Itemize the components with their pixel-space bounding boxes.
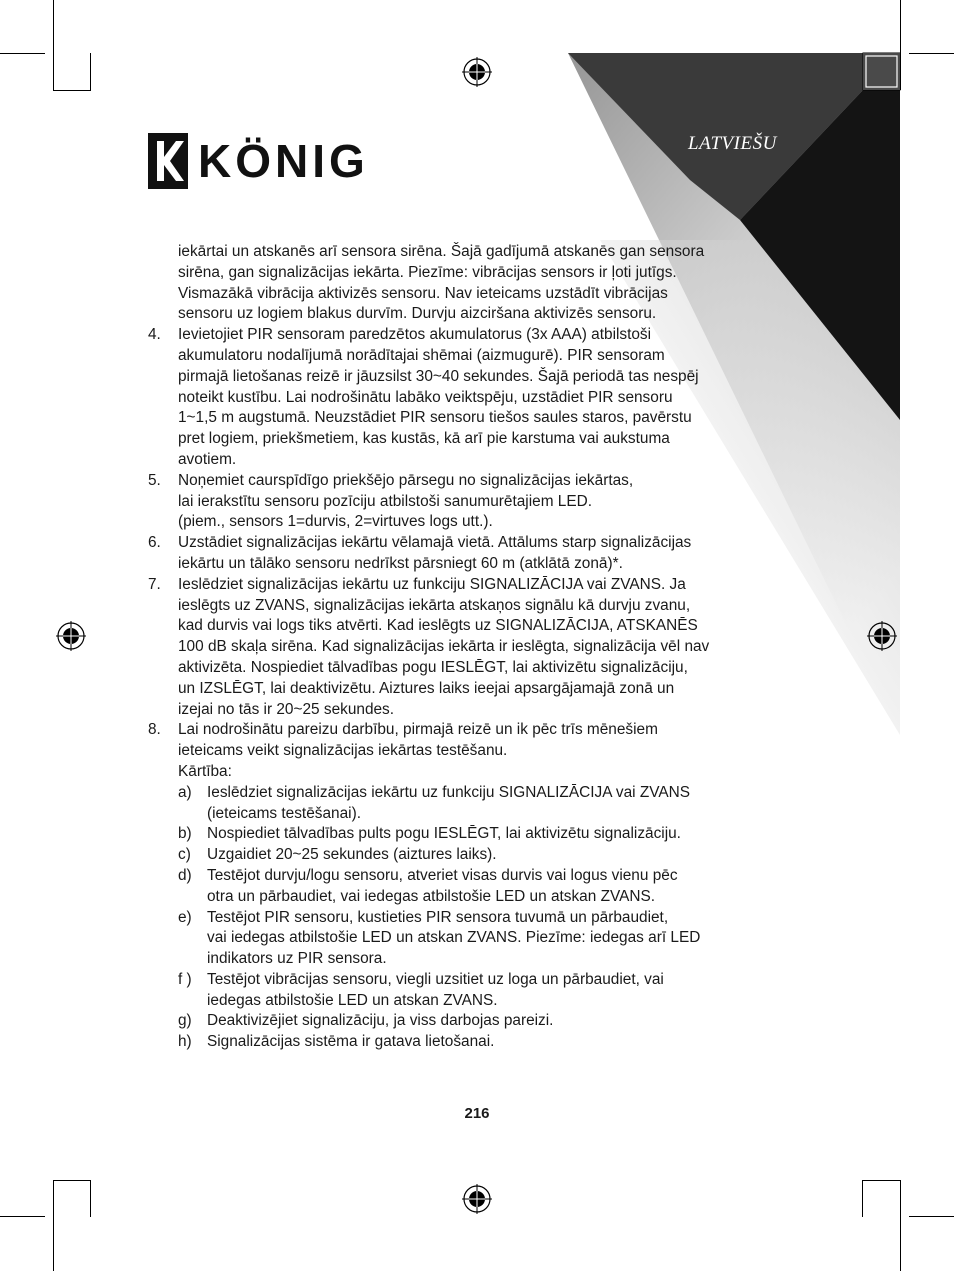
list-item-text — [178, 325, 753, 471]
text-line: iekārtai un atskanēs arī sensora sirēna. Šajā gadījumā atskanēs gan sensora — [178, 243, 705, 260]
text-line: un IZSLĒGT, lai deaktivizētu. Aiztures laiks ieejai apsargājamajā zonā un — [178, 679, 675, 697]
text-line: avotiem. — [178, 450, 237, 468]
sub-list-letter: c) — [178, 846, 191, 864]
list-item-text — [178, 533, 753, 575]
text-line: kad durvis vai logs tiks atvērti. Kad ieslēgts uz SIGNALIZĀCIJA, ATSKANĒS — [178, 617, 698, 635]
text-line: otra un pārbaudiet, vai iedegas atbilstošie LED un atskan ZVANS. — [207, 887, 656, 905]
text-line: sirēna, gan signalizācijas iekārta. Piezīme: vibrācijas sensors ir ļoti jutīgs. — [178, 263, 677, 281]
sub-list-letter: h) — [178, 1033, 192, 1051]
sub-list-item-text — [207, 845, 747, 866]
language-label: LATVIEŠU — [688, 133, 777, 154]
sub-list-item-text — [207, 866, 747, 908]
sub-list-item — [0, 845, 954, 866]
sub-list-item — [0, 970, 954, 1012]
sub-list-letter: f ) — [178, 970, 192, 988]
text-line: Uzgaidiet 20~25 sekundes (aiztures laiks). — [207, 846, 497, 864]
text-line: Ievietojiet PIR sensoram paredzētos akumulatorus (3x AAA) atbilstoši — [178, 326, 652, 344]
sub-list-letter: b) — [178, 825, 192, 843]
document-body — [0, 242, 954, 1053]
registration-mark-icon — [462, 57, 492, 87]
text-line: pret logiem, priekšmetiem, kas kustās, kā arī pie karstuma vai aukstuma — [178, 430, 670, 448]
text-line: Testējot durvju/logu sensoru, atveriet visas durvis vai logus vienu pēc — [207, 866, 678, 884]
brand-name: KÖNIG — [198, 135, 369, 187]
paragraph-text — [178, 242, 753, 325]
text-line: pirmajā lietošanas reizē ir jāuzsilst 30~40 sekundes. Šajā periodā tas nespēj — [178, 367, 699, 385]
list-number: 4. — [148, 326, 161, 344]
text-line: lai ierakstītu sensoru pozīciju atbilstoši sanumurētajiem LED. — [178, 492, 593, 510]
text-line: indikators uz PIR sensora. — [207, 950, 387, 968]
text-line: akumulatoru nodalījumā norādītajai shēmai (aizmugurē). PIR sensoram — [178, 346, 665, 364]
sub-list-item-text — [207, 1032, 747, 1053]
text-line: 1~1,5 m augstumā. Neuzstādiet PIR sensoru tiešos saules staros, pavērstu — [178, 409, 692, 427]
page-number: 216 — [464, 1105, 490, 1122]
text-line: aktivizēta. Nospiediet tālvadības pogu IESLĒGT, lai aktivizētu signalizāciju, — [178, 658, 688, 676]
list-number: 6. — [148, 534, 161, 552]
list-item — [0, 325, 954, 471]
text-line: (ieteicams testēšanai). — [207, 804, 361, 822]
text-line: iedegas atbilstošie LED un atskan ZVANS. — [207, 991, 498, 1009]
sub-list-item — [0, 824, 954, 845]
text-line: Deaktivizējiet signalizāciju, ja viss darbojas pareizi. — [207, 1012, 554, 1030]
list-number: 5. — [148, 471, 161, 489]
text-line: (piem., sensors 1=durvis, 2=virtuves logs utt.). — [178, 513, 493, 531]
sub-list-item — [0, 866, 954, 908]
text-line: Signalizācijas sistēma ir gatava lietošanai. — [207, 1033, 495, 1051]
text-line: Lai nodrošinātu pareizu darbību, pirmajā reizē un ik pēc trīs mēnešiem — [178, 721, 658, 739]
list-item-text — [178, 471, 753, 533]
text-line: Nospiediet tālvadības pults pogu IESLĒGT, lai aktivizētu signalizāciju. — [207, 825, 681, 843]
sub-list-letter: g) — [178, 1012, 192, 1030]
text-line: 100 dB skaļa sirēna. Kad signalizācijas iekārta ir ieslēgta, signalizācija vēl nav — [178, 638, 710, 656]
text-line: vai iedegas atbilstošie LED un atskan ZVANS. Piezīme: iedegas arī LED — [207, 929, 701, 947]
registration-mark-icon — [462, 1184, 492, 1214]
sub-list-item-text — [207, 908, 747, 970]
text-line: Vismazākā vibrācija aktivizēs sensoru. Nav ieteicams uzstādīt vibrācijas — [178, 284, 668, 302]
sub-list-item-text — [207, 1011, 747, 1032]
sub-list-item — [0, 1011, 954, 1032]
list-number: 7. — [148, 575, 161, 593]
text-line: izejai no tās ir 20~25 sekundes. — [178, 700, 395, 718]
text-line: Testējot PIR sensoru, kustieties PIR sensora tuvumā un pārbaudiet, — [207, 908, 669, 926]
intro-paragraph — [0, 242, 954, 325]
text-line: Kārtība: — [178, 762, 232, 780]
text-line: iekārtu un tālāko sensoru nedrīkst pārsniegt 60 m (atklātā zonā)*. — [178, 554, 623, 572]
text-line: Uzstādiet signalizācijas iekārtu vēlamajā vietā. Attālums starp signalizācijas — [178, 534, 692, 552]
sub-list-letter: a) — [178, 783, 192, 801]
text-line: Testējot vibrācijas sensoru, viegli uzsitiet uz loga un pārbaudiet, vai — [207, 970, 664, 988]
text-line: sensoru uz logiem blakus durvīm. Durvju aizciršana aktivizēs sensoru. — [178, 305, 657, 323]
sub-list-item-text — [207, 970, 747, 1012]
sub-list-letter: d) — [178, 866, 192, 884]
list-item — [0, 533, 954, 575]
text-line: ieteicams veikt signalizācijas iekārtas testēšanu. — [178, 742, 508, 760]
konig-k-logo-icon — [148, 133, 188, 189]
list-number: 8. — [148, 721, 161, 739]
list-item-text — [178, 720, 753, 782]
list-item-text — [178, 575, 753, 721]
text-line: Noņemiet caurspīdīgo priekšējo pārsegu no signalizācijas iekārtas, — [178, 471, 634, 489]
text-line: noteikt kustību. Lai nodrošinātu labāko veiktspēju, uzstādiet PIR sensoru — [178, 388, 673, 406]
text-line: Ieslēdziet signalizācijas iekārtu uz funkciju SIGNALIZĀCIJA vai ZVANS — [207, 783, 691, 801]
list-item — [0, 575, 954, 721]
sub-list-item-text — [207, 783, 747, 825]
list-item — [0, 471, 954, 533]
sub-list-item-text — [207, 824, 747, 845]
sub-list-item — [0, 783, 954, 825]
sub-list-item — [0, 908, 954, 970]
sub-list-item — [0, 1032, 954, 1053]
text-line: ieslēgts uz ZVANS, signalizācijas iekārta atskaņos signālu kā durvju zvanu, — [178, 596, 691, 614]
text-line: Ieslēdziet signalizācijas iekārtu uz funkciju SIGNALIZĀCIJA vai ZVANS. Ja — [178, 575, 686, 593]
list-item — [0, 720, 954, 782]
sub-list-letter: e) — [178, 908, 192, 926]
